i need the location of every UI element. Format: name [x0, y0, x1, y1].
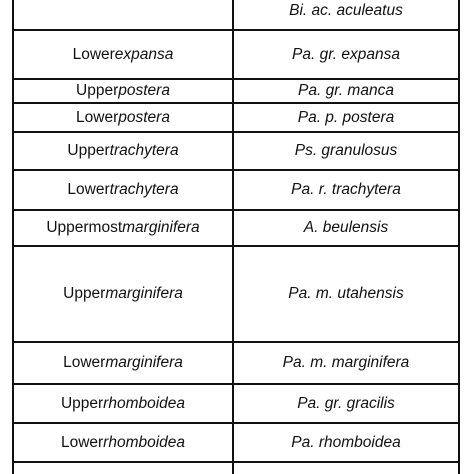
- conodont-name: Pa. rhomboidea: [291, 433, 401, 451]
- zone-prefix: Lower: [72, 45, 115, 63]
- zone-name: marginifera: [122, 219, 200, 236]
- conodont-name: Pa. gr. manca: [298, 82, 394, 99]
- conodont-cell: [234, 385, 458, 422]
- table-row: [0, 385, 474, 422]
- conodont-cell: [234, 424, 458, 461]
- zone-cell: [14, 211, 232, 245]
- zone-cell: [14, 463, 232, 474]
- conodont-cell: [234, 104, 458, 131]
- conodont-cell: [234, 31, 458, 78]
- table-row: [0, 211, 474, 245]
- table-row: [0, 80, 474, 102]
- zone-cell: [14, 424, 232, 461]
- table-row: [0, 463, 474, 474]
- zone-cell: [14, 0, 232, 29]
- zone-cell: [14, 343, 232, 383]
- conodont-cell: [234, 463, 458, 474]
- table-row: [0, 171, 474, 209]
- zone-prefix: Upper: [67, 142, 110, 159]
- zone-prefix: Uppermost: [46, 219, 123, 236]
- zone-cell: [14, 385, 232, 422]
- zone-name: expansa: [114, 45, 174, 63]
- conodont-name: Pa. p. postera: [297, 108, 395, 126]
- zone-cell: [14, 80, 232, 102]
- conodont-cell: [234, 171, 458, 209]
- conodont-name: Pa. gr. expansa: [292, 45, 400, 63]
- conodont-name: Pa. gr. gracilis: [297, 394, 395, 412]
- zone-name: marginifera: [105, 285, 183, 302]
- zone-cell: [14, 104, 232, 131]
- conodont-cell: [234, 133, 458, 169]
- table-row: [0, 424, 474, 461]
- conodont-cell: [234, 343, 458, 383]
- conodont-cell: [234, 247, 458, 341]
- table-row: [0, 104, 474, 131]
- zone-prefix: Upper: [63, 285, 106, 302]
- table-row: [0, 247, 474, 341]
- table-row: [0, 343, 474, 383]
- zone-name: rhomboidea: [103, 394, 186, 412]
- zone-name: postera: [118, 82, 170, 99]
- zone-name: rhomboidea: [103, 433, 186, 451]
- conodont-cell: [234, 80, 458, 102]
- zone-prefix: Upper: [60, 394, 104, 412]
- zone-cell: [14, 171, 232, 209]
- conodont-name: Pa. m. utahensis: [288, 285, 404, 302]
- table-row: [0, 133, 474, 169]
- zone-name: trachytera: [109, 181, 179, 198]
- conodont-name: Pa. r. trachytera: [291, 181, 401, 198]
- zone-name: postera: [118, 108, 170, 126]
- conodont-name: A. beulensis: [303, 219, 389, 236]
- zone-prefix: Lower: [60, 433, 104, 451]
- zone-name: trachytera: [109, 142, 179, 159]
- table-row: [0, 0, 474, 29]
- conodont-cell: [234, 0, 458, 25]
- zone-prefix: Upper: [76, 82, 119, 99]
- zone-cell: [14, 133, 232, 169]
- zone-cell: [14, 247, 232, 341]
- table-row: [0, 31, 474, 78]
- zone-prefix: Lower: [76, 108, 119, 126]
- zone-prefix: Lower: [63, 354, 106, 371]
- conodont-cell: [234, 211, 458, 245]
- conodont-name: Pa. m. marginifera: [282, 354, 410, 371]
- zone-cell: [14, 31, 232, 78]
- conodont-name: Bi. ac. aculeatus: [289, 1, 403, 19]
- conodont-name: Ps. granulosus: [294, 142, 398, 159]
- zone-name: marginifera: [105, 354, 183, 371]
- zone-prefix: Lower: [67, 181, 110, 198]
